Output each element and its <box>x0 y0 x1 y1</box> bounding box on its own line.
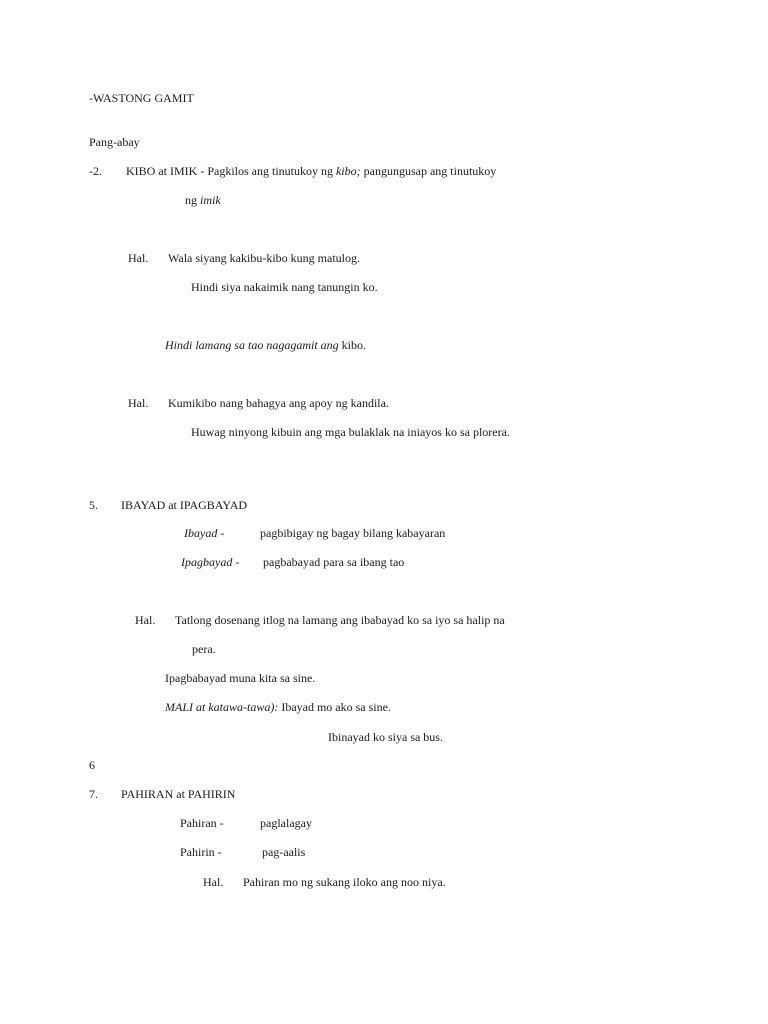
section-number: -2. <box>89 164 102 178</box>
example-label: Hal. <box>135 613 156 627</box>
example-sentence: Wala siyang kakibu-kibo kung matulog. <box>168 251 360 265</box>
definition-meaning: paglalagay <box>260 816 312 830</box>
document-subheading: Pang-abay <box>89 135 140 149</box>
example-sentence: Pahiran mo ng sukang iloko ang noo niya. <box>243 875 446 889</box>
definition-term: Pahiran - <box>180 816 224 830</box>
example-sentence-continuation: pera. <box>192 642 216 656</box>
section-title <box>126 164 496 178</box>
section-title-text-end: pangungusap ang tinutukoy <box>360 164 497 178</box>
usage-note <box>165 338 366 352</box>
section-title-text: KIBO at IMIK - Pagkilos ang tinutukoy ng <box>126 164 336 178</box>
usage-note-text: kibo. <box>341 338 367 352</box>
definition-term: Ibayad - <box>184 526 225 540</box>
section-number: 7. <box>89 787 98 801</box>
example-sentence: Huwag ninyong kibuin ang mga bulaklak na iniayos ko sa plorera. <box>191 425 510 439</box>
example-label: Hal. <box>203 875 224 889</box>
section-title-continuation <box>185 193 221 207</box>
example-sentence: Hindi siya nakaimik nang tanungin ko. <box>191 280 378 294</box>
example-label: Hal. <box>128 251 149 265</box>
section-title: PAHIRAN at PAHIRIN <box>121 787 236 801</box>
list-number: 6 <box>89 758 95 772</box>
incorrect-usage-line <box>165 700 391 714</box>
example-label: Hal. <box>128 396 149 410</box>
definition-term: Pahirin - <box>180 845 222 859</box>
definition-meaning: pagbabayad para sa ibang tao <box>263 555 405 569</box>
section-title: IBAYAD at IPAGBAYAD <box>121 498 248 512</box>
continuation-italic: imik <box>200 193 221 207</box>
example-sentence: Ipagbabayad muna kita sa sine. <box>165 671 316 685</box>
usage-note-italic: Hindi lamang sa tao nagagamit ang <box>165 338 342 352</box>
section-title-italic: kibo; <box>335 164 361 178</box>
incorrect-usage-example: Ibayad mo ako sa sine. <box>278 700 391 714</box>
definition-term: Ipagbayad - <box>181 555 240 569</box>
definition-meaning: pagbibigay ng bagay bilang kabayaran <box>260 526 446 540</box>
definition-meaning: pag-aalis <box>262 845 306 859</box>
example-sentence: Kumikibo nang bahagya ang apoy ng kandila. <box>168 396 389 410</box>
incorrect-usage-example: Ibinayad ko siya sa bus. <box>328 730 443 744</box>
incorrect-usage-label: MALI at katawa-tawa): <box>165 700 279 714</box>
continuation-text: ng <box>185 193 200 207</box>
section-number: 5. <box>89 498 98 512</box>
document-heading: -WASTONG GAMIT <box>89 91 194 105</box>
example-sentence: Tatlong dosenang itlog na lamang ang ibabayad ko sa iyo sa halip na <box>175 613 505 627</box>
